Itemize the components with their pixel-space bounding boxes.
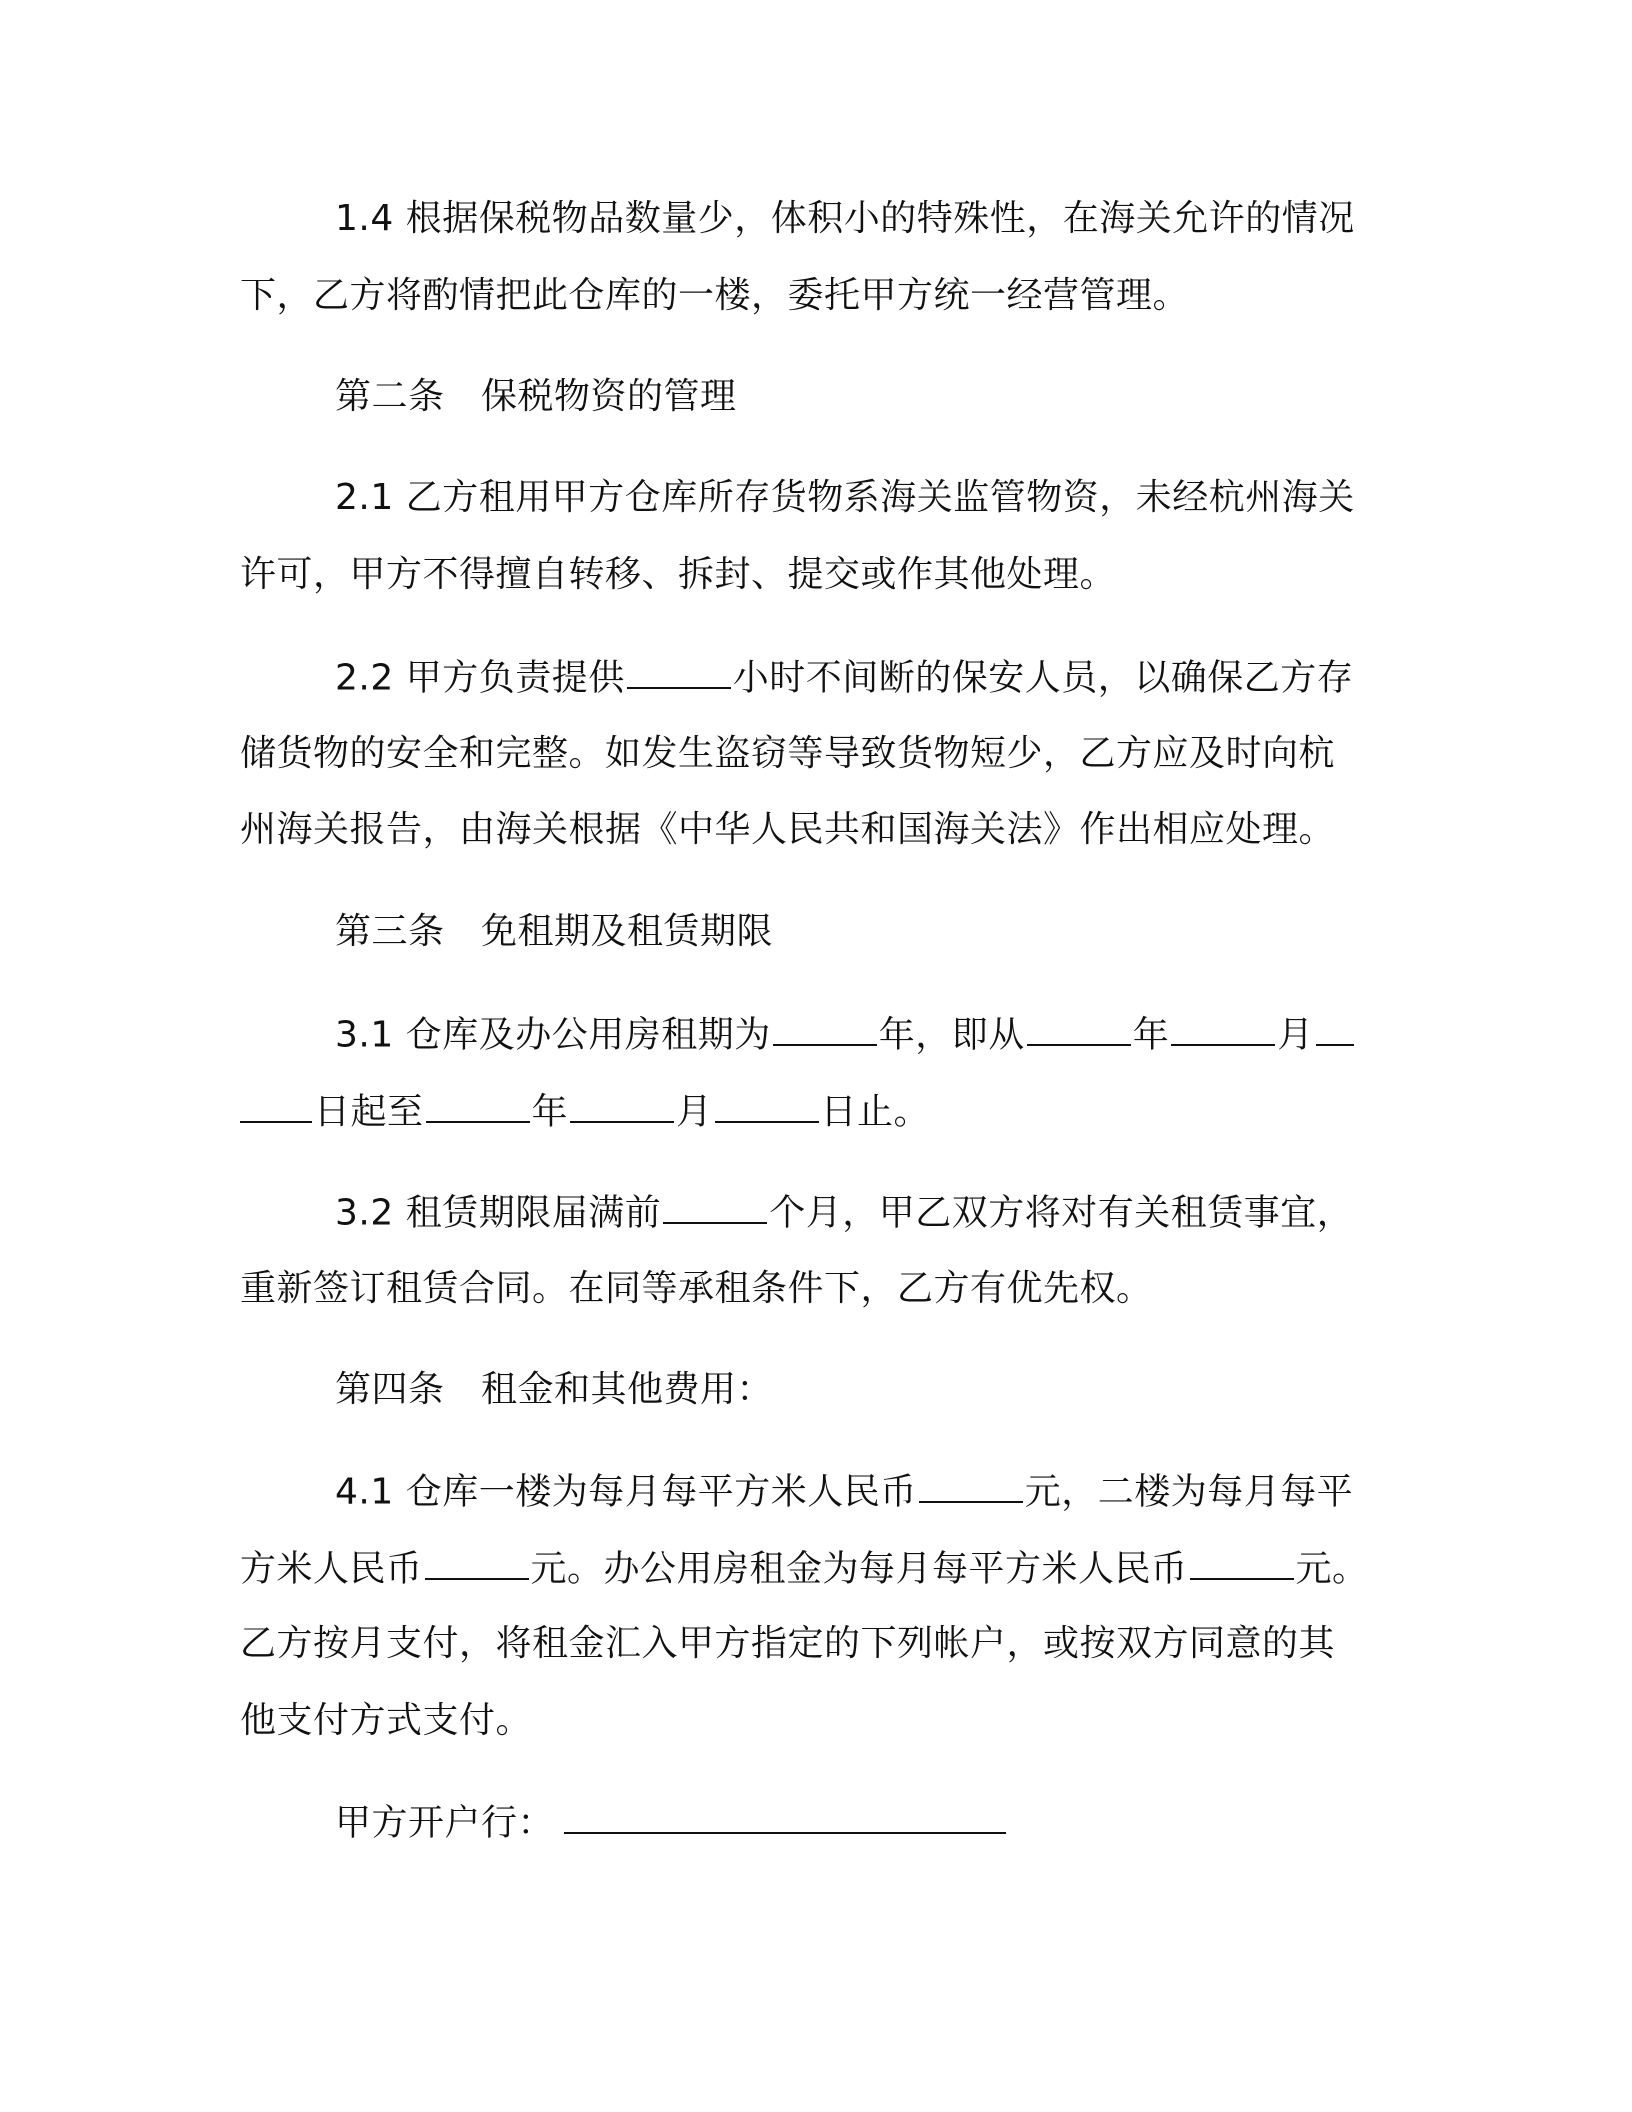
text: 乙方按月支付，将租金汇入甲方指定的下列帐户，或按双方同意的其: [240, 1623, 1336, 1664]
text: 他支付方式支付。: [240, 1700, 533, 1741]
blank-hours: [627, 655, 731, 689]
text: 州海关报告，由海关根据《中华人民共和国海关法》作出相应处理。: [240, 809, 1336, 850]
blank-end-month: [570, 1089, 674, 1123]
heading-text: 第三条 免租期及租赁期限: [335, 911, 774, 952]
para-3-2-line-2: [240, 1267, 1153, 1311]
text: 日止。: [820, 1091, 931, 1133]
blank-floor1-rent: [919, 1469, 1023, 1503]
para-2-2-line-1: [335, 655, 1353, 700]
text: 月: [676, 1091, 713, 1133]
blank-floor2-rent: [425, 1546, 529, 1580]
text: 许可，甲方不得擅自转移、拆封、提交或作其他处理。: [240, 554, 1117, 595]
para-4-1-line-1: [335, 1469, 1353, 1514]
para-3-1-line-1: [335, 1012, 1356, 1057]
text: 日起至: [314, 1091, 424, 1133]
blank-end-year: [426, 1089, 530, 1123]
text: 重新签订租赁合同。在同等承租条件下，乙方有优先权。: [240, 1268, 1153, 1309]
text: 小时不间断的保安人员，以确保乙方存: [732, 657, 1354, 699]
para-2-1-line-2: [240, 553, 1116, 597]
text: 下，乙方将酌情把此仓库的一楼，委托甲方统一经营管理。: [240, 275, 1190, 316]
text: 4.1 仓库一楼为每月每平方米人民币: [335, 1471, 917, 1513]
blank-bank-name: [564, 1800, 1006, 1834]
heading-text: 第二条 保税物资的管理: [335, 376, 737, 417]
bank-line: [335, 1800, 1008, 1845]
text: 方米人民币: [240, 1548, 423, 1590]
text: 2.1 乙方租用甲方仓库所存货物系海关监管物资，未经杭州海关: [335, 477, 1355, 518]
blank-start-day-part: [1316, 1012, 1354, 1046]
text: 1.4 根据保税物品数量少，体积小的特殊性，在海关允许的情况: [335, 198, 1355, 239]
para-4-1-line-2: [240, 1546, 1369, 1591]
text: 年，即从: [878, 1014, 1025, 1056]
text: 个月，甲乙双方将对有关租赁事宜，: [769, 1192, 1354, 1234]
blank-end-day: [715, 1089, 819, 1123]
blank-months-before: [663, 1190, 767, 1224]
para-2-1-line-1: [335, 476, 1355, 520]
article-3-heading: [335, 910, 773, 954]
para-3-1-line-2: [240, 1089, 930, 1134]
text: 储货物的安全和完整。如发生盗窃等导致货物短少，乙方应及时向杭: [240, 733, 1336, 774]
text: 3.2 租赁期限届满前: [335, 1192, 662, 1234]
blank-start-year: [1027, 1012, 1131, 1046]
text: 3.1 仓库及办公用房租期为: [335, 1014, 771, 1056]
para-1-4-line-2: [240, 274, 1189, 318]
para-3-2-line-1: [335, 1190, 1353, 1235]
blank-office-rent: [1190, 1546, 1294, 1580]
para-4-1-line-3: [240, 1622, 1335, 1666]
blank-start-month: [1171, 1012, 1275, 1046]
text: 元。办公用房租金为每月每平方米人民币: [530, 1548, 1188, 1590]
para-2-2-line-3: [240, 808, 1335, 852]
heading-text: 第四条 租金和其他费用：: [335, 1369, 774, 1410]
blank-term-years: [773, 1012, 877, 1046]
text: 元，二楼为每月每平: [1024, 1471, 1354, 1513]
text: 年: [1132, 1014, 1170, 1056]
para-1-4-line-1: [335, 197, 1355, 241]
text: 月: [1277, 1014, 1314, 1056]
blank-start-day-rest: [240, 1089, 312, 1123]
text: 元。: [1295, 1548, 1369, 1590]
para-4-1-line-4: [240, 1699, 532, 1743]
article-4-heading: [335, 1368, 773, 1412]
para-2-2-line-2: [240, 732, 1335, 776]
text: 2.2 甲方负责提供: [335, 657, 625, 699]
article-2-heading: [335, 375, 737, 419]
text: 年: [531, 1091, 569, 1133]
bank-label: 甲方开户行：: [335, 1802, 555, 1844]
